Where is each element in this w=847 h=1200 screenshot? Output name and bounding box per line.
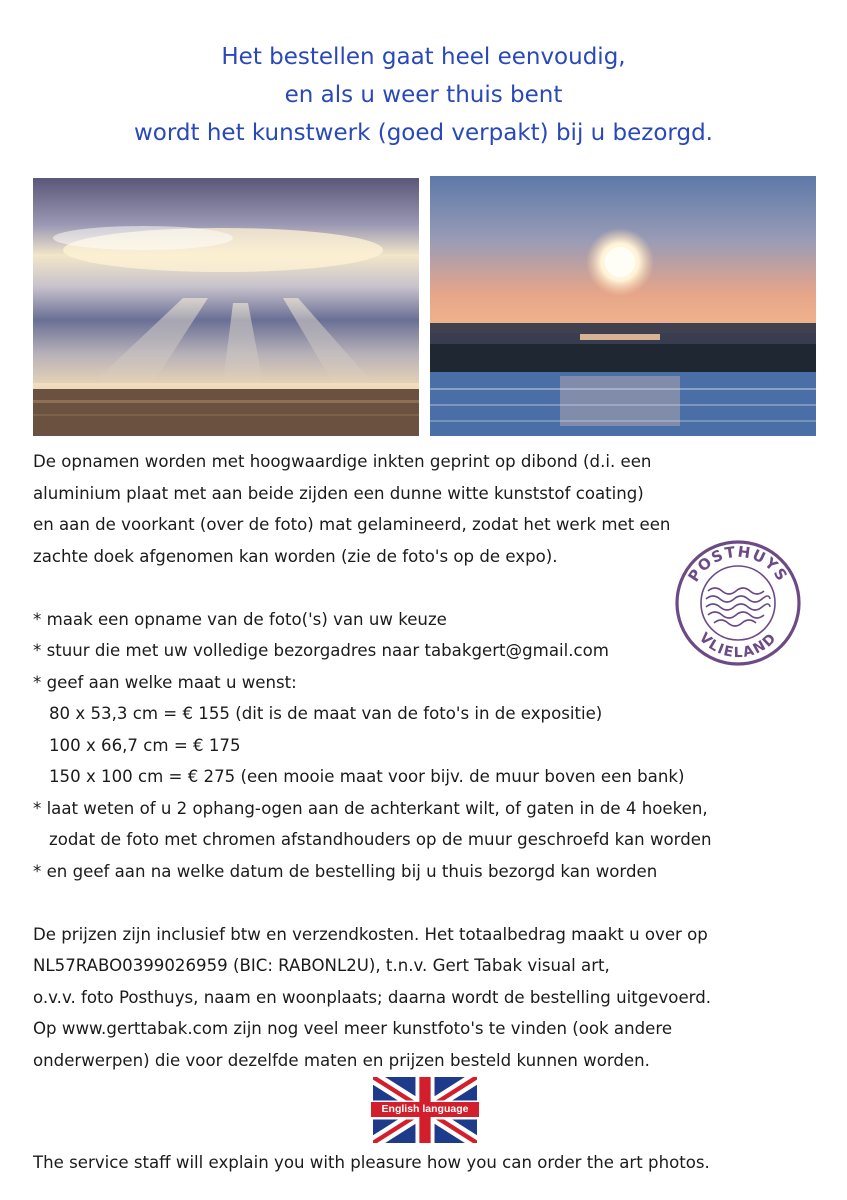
prices-line: NL57RABO0399026959 (BIC: RABONL2U), t.n.v. Gert Tabak visual art, [33,956,610,975]
heading-line-3: wordt het kunstwerk (goed verpakt) bij u bezorgd. [133,120,713,146]
step-hanging: * laat weten of u 2 ophang-ogen aan de achterkant wilt, of gaten in de 4 hoeken, [33,798,708,818]
prices-line: o.v.v. foto Posthuys, naam en woonplaats; daarna wordt de bestelling uitgevoerd. [33,987,712,1007]
english-language-label[interactable]: English language [371,1102,479,1117]
posthuys-stamp [672,537,804,669]
prices-line: De prijzen zijn inclusief btw en verzendkosten. Het totaalbedrag maakt u over op [33,924,708,944]
intro-line: aluminium plaat met aan beide zijden een dunne witte kunststof coating) [33,483,644,503]
prices-paragraph [33,919,833,1077]
heading-line-2: en als u weer thuis bent [284,82,563,108]
union-jack-flag-icon[interactable] [373,1077,477,1143]
size-option: 80 x 53,3 cm = € 155 (dit is de maat van de foto's in de expositie) [49,704,603,723]
step-hanging-cont: zodat de foto met chromen afstandhouders op de muur geschroefd kan worden [49,830,712,849]
heading-line-1: Het bestellen gaat heel eenvoudig, [221,44,626,70]
stamp-waves-icon [706,588,770,626]
prices-line: onderwerpen) die voor dezelfde maten en prijzen besteld kunnen worden. [33,1050,650,1070]
prices-line: Op www.gerttabak.com zijn nog veel meer kunstfoto's te vinden (ook andere [33,1019,673,1038]
photo-sunset-wadden [430,176,816,436]
intro-line: De opnamen worden met hoogwaardige inkten geprint op dibond (d.i. een [33,452,652,471]
size-option: 150 x 100 cm = € 275 (een mooie maat voor bijv. de muur boven een bank) [49,767,685,786]
stamp-top-text: POSTHUYS [684,542,792,586]
step-size: * geef aan welke maat u wenst: [33,672,297,692]
svg-text:POSTHUYS [684,543,791,586]
size-option: 100 x 66,7 cm = € 175 [49,735,241,755]
step-date: * en geef aan na welke datum de bestelling bij u thuis bezorgd kan worden [33,861,658,881]
page-heading [0,38,847,152]
footer-english-note: The service staff will explain you with pleasure how you can order the art photos. [33,1153,710,1172]
step-photo: * maak een opname van de foto('s) van uw keuze [33,609,447,629]
stamp-bottom-text: VLIELAND [695,629,781,662]
step-email: * stuur die met uw volledige bezorgadres naar tabakgert@gmail.com [33,641,609,660]
intro-line: en aan de voorkant (over de foto) mat gelamineerd, zodat het werk met een [33,515,671,534]
intro-line: zachte doek afgenomen kan worden (zie de foto's op de expo). [33,546,558,566]
photo-cloud-rays [33,178,419,436]
